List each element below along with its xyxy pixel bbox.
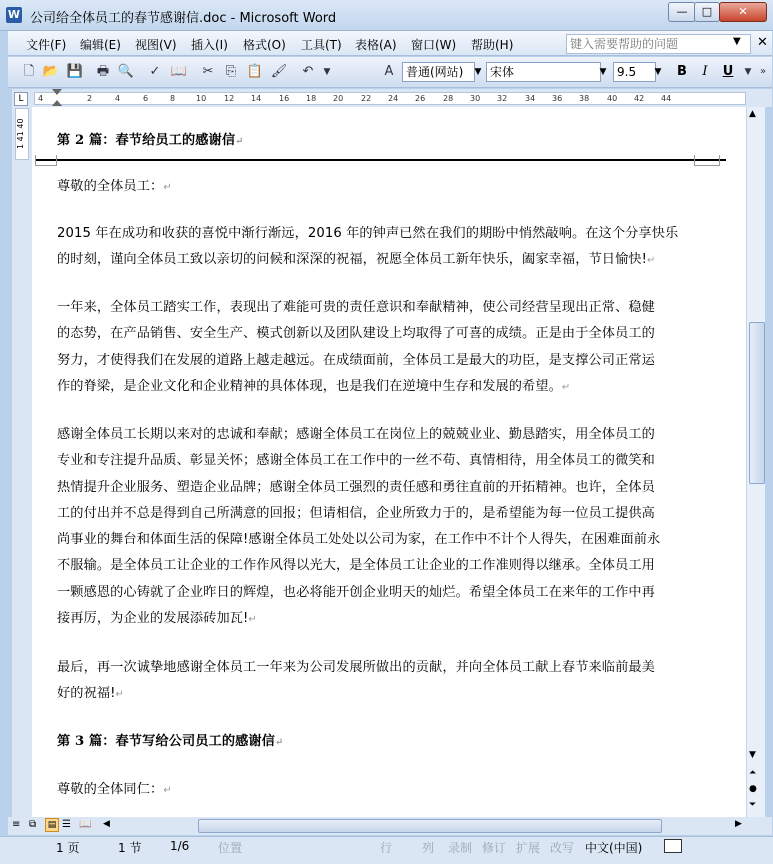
normal-view-icon[interactable]: ≡ [12,819,21,830]
maximize-button[interactable]: □ [694,2,720,22]
help-search-input[interactable]: 键入需要帮助的问题 [566,34,751,54]
previous-page-icon[interactable]: ⏶ [749,768,757,778]
undo-icon[interactable]: ↶ [302,64,314,79]
word-app-icon[interactable]: W [7,8,21,21]
tab-selector-icon[interactable]: L [14,92,28,106]
ruler-label: 44 [661,94,672,103]
ruler-label: 32 [497,94,508,103]
select-browse-object-icon[interactable]: ● [749,784,757,794]
vertical-ruler-scale: 1 41 40 [15,108,29,160]
spelling-icon[interactable]: ✓ [149,64,161,79]
horizontal-ruler[interactable] [34,92,746,105]
scroll-right-icon[interactable]: ▶ [735,819,742,829]
heading-part-2: 第 2 篇：春节给员工的感谢信↵ [57,133,244,148]
close-document-icon[interactable]: ✕ [757,35,768,50]
ruler-label: 42 [634,94,645,103]
paste-icon[interactable]: 📋 [246,64,264,79]
menu-format[interactable]: 格式(O) [243,38,286,52]
bold-button[interactable]: B [677,64,687,79]
open-folder-icon[interactable]: 📂 [42,64,60,79]
first-line-indent-marker[interactable] [52,89,62,95]
vertical-ruler[interactable] [12,107,32,817]
font-combo[interactable]: 宋体 [486,62,601,82]
menu-tools[interactable]: 工具(T) [301,38,342,52]
menu-help[interactable]: 帮助(H) [471,38,514,52]
print-preview-icon[interactable]: 🔍 [117,64,135,79]
menu-edit[interactable]: 编辑(E) [80,38,121,52]
margin-corner-mark [694,155,720,166]
status-language: 中文(中国) [585,841,643,855]
status-extend[interactable]: 扩展 [516,841,541,855]
scroll-up-icon[interactable]: ▲ [749,109,756,119]
window-title: 公司给全体员工的春节感谢信.doc - Microsoft Word [30,11,337,26]
undo-dropdown-icon[interactable]: ▼ [323,67,331,77]
horizontal-scroll-thumb[interactable] [198,819,662,833]
paragraph-1: 2015 年在成功和收获的喜悦中渐行渐远，2016 年的钟声已然在我们的期盼中悄然敲响。在这个分享快乐 的时刻，谨向全体员工致以亲切的问候和深深的祝福，祝愿全体员工新年快乐，阖家幸福，节日愉快!↵ [57,226,679,268]
status-page-of: 1/6 [170,839,190,853]
status-row: 行 [380,841,393,855]
ruler-label: 36 [552,94,563,103]
status-section: 1 节 [118,841,142,855]
paragraph-4: 最后，再一次诚挚地感谢全体员工一年来为公司发展所做出的贡献，并向全体员工献上春节来临前最美 好的祝福!↵ [57,660,655,702]
ruler-label: 8 [170,94,176,103]
hanging-indent-marker[interactable] [52,100,62,106]
ruler-label: 34 [525,94,536,103]
greeting-part-2: 尊敬的全体员工：↵ [57,179,172,194]
ruler-label: 30 [470,94,481,103]
italic-button[interactable]: I [702,64,708,79]
menu-file[interactable]: 文件(F) [26,38,67,52]
copy-icon[interactable]: ⎘ [225,64,237,79]
print-layout-icon[interactable]: ▤ [45,818,59,832]
style-dropdown-icon[interactable]: ▼ [474,67,482,77]
save-icon[interactable]: 💾 [66,64,84,79]
menu-table[interactable]: 表格(A) [355,38,397,52]
print-icon[interactable]: 🖶 [96,64,110,79]
ruler-label: 26 [415,94,426,103]
scroll-down-icon[interactable]: ▼ [749,750,756,760]
heading-part-3: 第 3 篇：春节写给公司员工的感谢信↵ [57,734,284,749]
paragraph-3: 感谢全体员工长期以来对的忠诚和奉献；感谢全体员工在岗位上的兢兢业业、勤恳踏实，用全体员工的 专业和专注提升品质、彰显关怀；感谢全体员工在工作中的一丝不苟、真情相待，用全体员工的微笑和 热情提升企业服务、塑造企业品牌；感谢全体员工强烈的责任感和勇往直前的开拓精神。也许，全体员 工的付出并不总是得到自己所满意的回报；但请相信，企业所致力于的，是希望能为每一位员工提供高 尚事业的舞台和体面生活的保障!感谢全体员工处处以公司为家，在工作中不计个人得失，在困难面前永 不服输。是全体员工让企业的工作作风得以光大，是全体员工让企业的工作准则得以继承。全体员工用 一颗感恩的心铸就了企业昨日的辉煌，也必将能开创企业明天的灿烂。希望全体员工在来年的工作中再 接再厉，为企业的发展添砖加瓦!↵ [57,427,661,627]
scroll-left-icon[interactable]: ◀ [103,819,110,829]
research-icon[interactable]: 📖 [170,64,188,79]
menu-window[interactable]: 窗口(W) [411,38,457,52]
ruler-label: 20 [333,94,344,103]
ruler-label: 16 [279,94,290,103]
ruler-label: 22 [361,94,372,103]
ruler-label: 4 [38,94,44,103]
underline-button[interactable]: U [722,64,734,79]
margin-corner-mark [35,155,57,166]
menu-insert[interactable]: 插入(I) [191,38,228,52]
new-document-icon[interactable]: 🗋 [23,64,35,79]
format-painter-icon[interactable]: 🖌 [270,64,288,79]
reading-layout-icon[interactable]: 📖 [79,819,92,830]
ruler-label: 6 [143,94,149,103]
paragraph-2: 一年来，全体员工踏实工作，表现出了难能可贵的责任意识和奉献精神，使公司经营呈现出正常、稳健 的态势，在产品销售、安全生产、模式创新以及团队建设上均取得了可喜的成绩。正是由于全体员工的 努力，才使得我们在发展的道路上越走越远。在成绩面前，全体员工是最大的功臣，是支撑公司正常运 作的脊梁，是企业文化和企业精神的具体体现，也是我们在逆境中生存和发展的希望。↵ [57,300,655,394]
minimize-button[interactable]: — [668,2,696,22]
ruler-label: 12 [224,94,235,103]
ruler-label: 18 [306,94,317,103]
status-position: 位置 [218,841,243,855]
toolbar-options-icon[interactable]: » [759,66,767,77]
status-overwrite[interactable]: 改写 [550,841,575,855]
vertical-scroll-thumb[interactable] [749,322,765,484]
next-page-icon[interactable]: ⏷ [749,800,757,810]
font-dropdown-icon[interactable]: ▼ [599,67,607,77]
spelling-status-icon[interactable] [664,839,682,853]
styles-formatting-icon[interactable]: A [384,64,394,79]
ruler-label: 2 [87,94,93,103]
ruler-label: 4 [115,94,121,103]
greeting-part-3: 尊敬的全体同仁：↵ [57,782,172,797]
font-size-dropdown-icon[interactable]: ▼ [654,67,662,77]
menu-view[interactable]: 视图(V) [135,38,177,52]
ruler-label: 24 [388,94,399,103]
status-track-changes[interactable]: 修订 [482,841,507,855]
ruler-label: 40 [607,94,618,103]
outline-view-icon[interactable]: ☰ [62,819,71,830]
status-column: 列 [422,841,435,855]
ruler-label: 38 [579,94,590,103]
ruler-label: 14 [251,94,262,103]
cut-icon[interactable]: ✂ [202,64,214,79]
close-button[interactable]: ✕ [719,2,767,22]
help-dropdown-icon[interactable]: ▼ [733,36,741,47]
font-size-combo[interactable]: 9.5 [613,62,656,82]
underline-dropdown-icon[interactable]: ▼ [744,67,752,77]
ruler-label: 28 [443,94,454,103]
document-page[interactable] [32,107,746,817]
header-separator-line [35,159,726,161]
ruler-label: 10 [196,94,207,103]
status-record[interactable]: 录制 [448,841,473,855]
status-page: 1 页 [56,841,80,855]
style-combo[interactable]: 普通(网站) [402,62,475,82]
web-layout-icon[interactable]: ⧉ [29,819,37,830]
